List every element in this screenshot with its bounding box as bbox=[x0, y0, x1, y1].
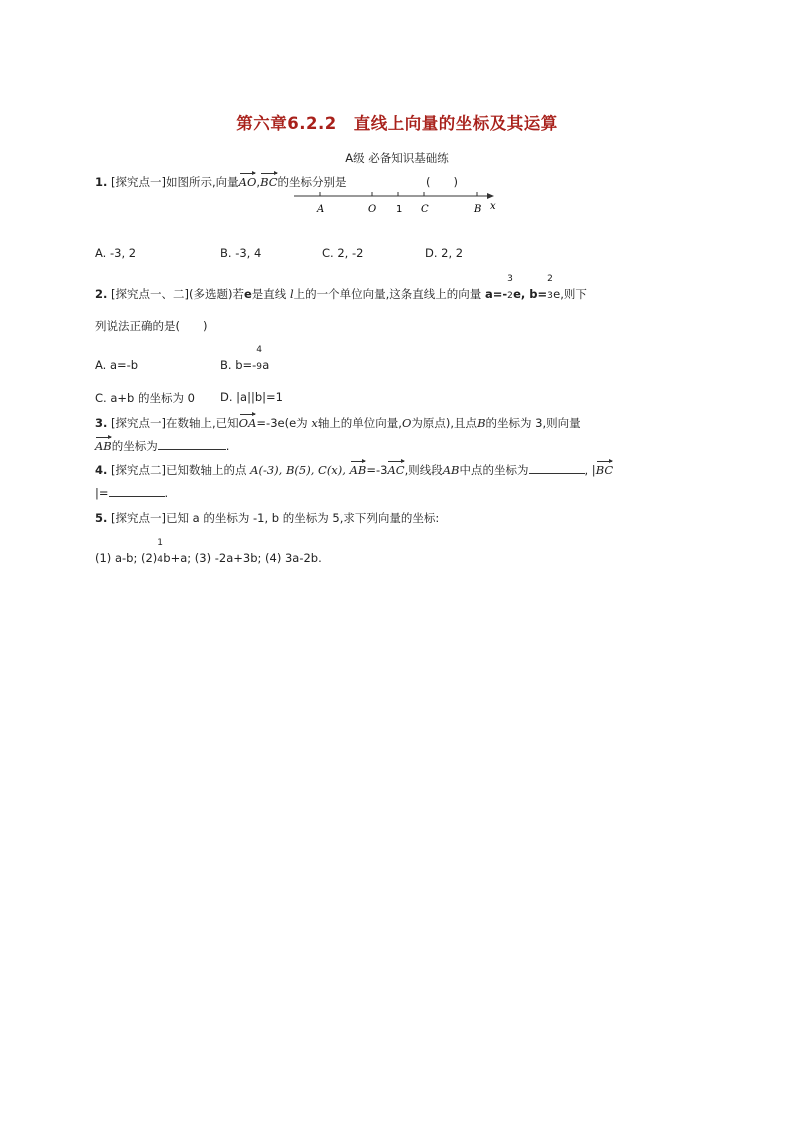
question-1-number: 1. bbox=[95, 175, 108, 189]
question-1-option-d: D. 2, 2 bbox=[425, 246, 464, 260]
vector-ab: AB bbox=[349, 463, 367, 477]
question-4-ab: AB bbox=[442, 463, 460, 477]
question-1-option-b: B. -3, 4 bbox=[220, 246, 262, 260]
question-5-text: [探究点一]已知 a 的坐标为 -1, b 的坐标为 5,求下列向量的坐标: bbox=[111, 511, 440, 525]
vector-ac: AC bbox=[387, 463, 405, 477]
question-4-end: . bbox=[164, 486, 169, 500]
question-4-mid: =-3 bbox=[366, 463, 388, 477]
question-2-option-c: C. a+b 的坐标为 0 bbox=[95, 391, 195, 405]
page-title: 第六章6.2.2 直线上向量的坐标及其运算 bbox=[236, 114, 558, 133]
question-2-option-b bbox=[220, 345, 270, 372]
question-3-number: 3. bbox=[95, 416, 108, 430]
question-4-text-a: [探究点二]已知数轴上的点 bbox=[111, 463, 247, 477]
question-1-option-c: C. 2, -2 bbox=[322, 246, 364, 260]
question-2-b-expr: e, b= bbox=[513, 287, 548, 301]
number-line bbox=[290, 188, 505, 218]
question-3-text-c: 轴上的单位向量, bbox=[317, 416, 402, 430]
question-2-text-c: 上的一个单位向量,这条直线上的向量 bbox=[293, 287, 482, 301]
question-3-x: x bbox=[311, 416, 318, 430]
question-4-line-2 bbox=[95, 486, 168, 500]
question-2-option-b-num: 4 bbox=[256, 345, 263, 355]
question-2-a-expr: a=- bbox=[484, 287, 508, 301]
question-1-option-a: A. -3, 2 bbox=[95, 246, 137, 260]
question-2-b-frac-num: 2 bbox=[547, 274, 553, 284]
question-2-text-a: [探究点一、二](多选题)若 bbox=[111, 287, 244, 301]
vector-bc: BC bbox=[595, 463, 614, 477]
question-1-text-a: [探究点一]如图所示,向量 bbox=[111, 175, 239, 189]
question-3 bbox=[95, 415, 581, 431]
question-2-option-b-pre: B. b=- bbox=[220, 358, 257, 372]
question-4-text-c: 中点的坐标为 bbox=[459, 463, 529, 477]
question-5-line-2 bbox=[95, 538, 322, 565]
label-x: x bbox=[490, 201, 496, 212]
question-2-option-b-den: 9 bbox=[256, 362, 263, 372]
question-1-text-b: 的坐标分别是 bbox=[277, 175, 347, 189]
label-o: O bbox=[368, 204, 377, 215]
label-a: A bbox=[317, 204, 325, 215]
question-5-frac-num: 1 bbox=[157, 538, 163, 548]
question-3-text-b: =-3e(e为 bbox=[256, 416, 308, 430]
question-3-end: . bbox=[225, 439, 230, 453]
vector-bc: BC bbox=[260, 175, 278, 189]
label-b: B bbox=[474, 204, 482, 215]
question-2-text-b: 是直线 bbox=[251, 287, 287, 301]
question-4-text-b: ,则线段 bbox=[404, 463, 443, 477]
question-2-l: l bbox=[289, 287, 294, 301]
question-2 bbox=[95, 274, 587, 302]
question-3-line-2 bbox=[95, 438, 229, 454]
question-2-b-frac-den: 3 bbox=[547, 291, 553, 301]
question-3-o: O bbox=[401, 416, 412, 430]
question-2-a-frac-num: 3 bbox=[507, 274, 513, 284]
question-3-text-f: 的坐标为 bbox=[111, 439, 158, 453]
question-5-number: 5. bbox=[95, 511, 108, 525]
question-4-text-d: , | bbox=[584, 463, 596, 477]
question-5-frac-den: 4 bbox=[157, 555, 163, 565]
question-4-line-2-text: |= bbox=[95, 486, 109, 500]
label-c: C bbox=[421, 204, 429, 215]
question-5 bbox=[95, 510, 439, 526]
question-1-answer-paren: ( ) bbox=[426, 175, 458, 189]
answer-blank[interactable] bbox=[158, 439, 226, 450]
question-1-comma: , bbox=[256, 175, 261, 189]
question-3-text-a: [探究点一]在数轴上,已知 bbox=[111, 416, 239, 430]
label-1: 1 bbox=[396, 204, 403, 215]
question-2-option-a: A. a=-b bbox=[95, 358, 139, 372]
vector-oa: OA bbox=[238, 416, 257, 430]
question-3-text-d: 为原点),且点 bbox=[411, 416, 478, 430]
question-2-a-frac-den: 2 bbox=[507, 291, 513, 301]
question-2-line-2: 列说法正确的是( ) bbox=[95, 319, 208, 333]
question-5-line-2-b: b+a; (3) -2a+3b; (4) 3a-2b. bbox=[163, 551, 322, 565]
question-3-text-e: 的坐标为 3,则向量 bbox=[485, 416, 581, 430]
question-5-line-2-a: (1) a-b; (2) bbox=[95, 551, 158, 565]
answer-blank[interactable] bbox=[529, 463, 585, 474]
vector-ao: AO bbox=[238, 175, 257, 189]
question-2-option-d: D. |a||b|=1 bbox=[220, 390, 283, 404]
question-3-b: B bbox=[477, 416, 486, 430]
number-line-arrow bbox=[487, 193, 494, 199]
question-4 bbox=[95, 462, 613, 478]
question-2-text-d: e,则下 bbox=[553, 287, 587, 301]
vector-ab: AB bbox=[95, 439, 112, 453]
question-2-option-b-post: a bbox=[262, 358, 270, 372]
question-4-points: A(-3), B(5), C(x), bbox=[250, 463, 346, 477]
question-4-number: 4. bbox=[95, 463, 108, 477]
question-2-number: 2. bbox=[95, 287, 108, 301]
answer-blank[interactable] bbox=[109, 486, 165, 497]
section-subtitle: A级 必备知识基础练 bbox=[345, 151, 449, 165]
question-2-e: e bbox=[243, 287, 252, 301]
